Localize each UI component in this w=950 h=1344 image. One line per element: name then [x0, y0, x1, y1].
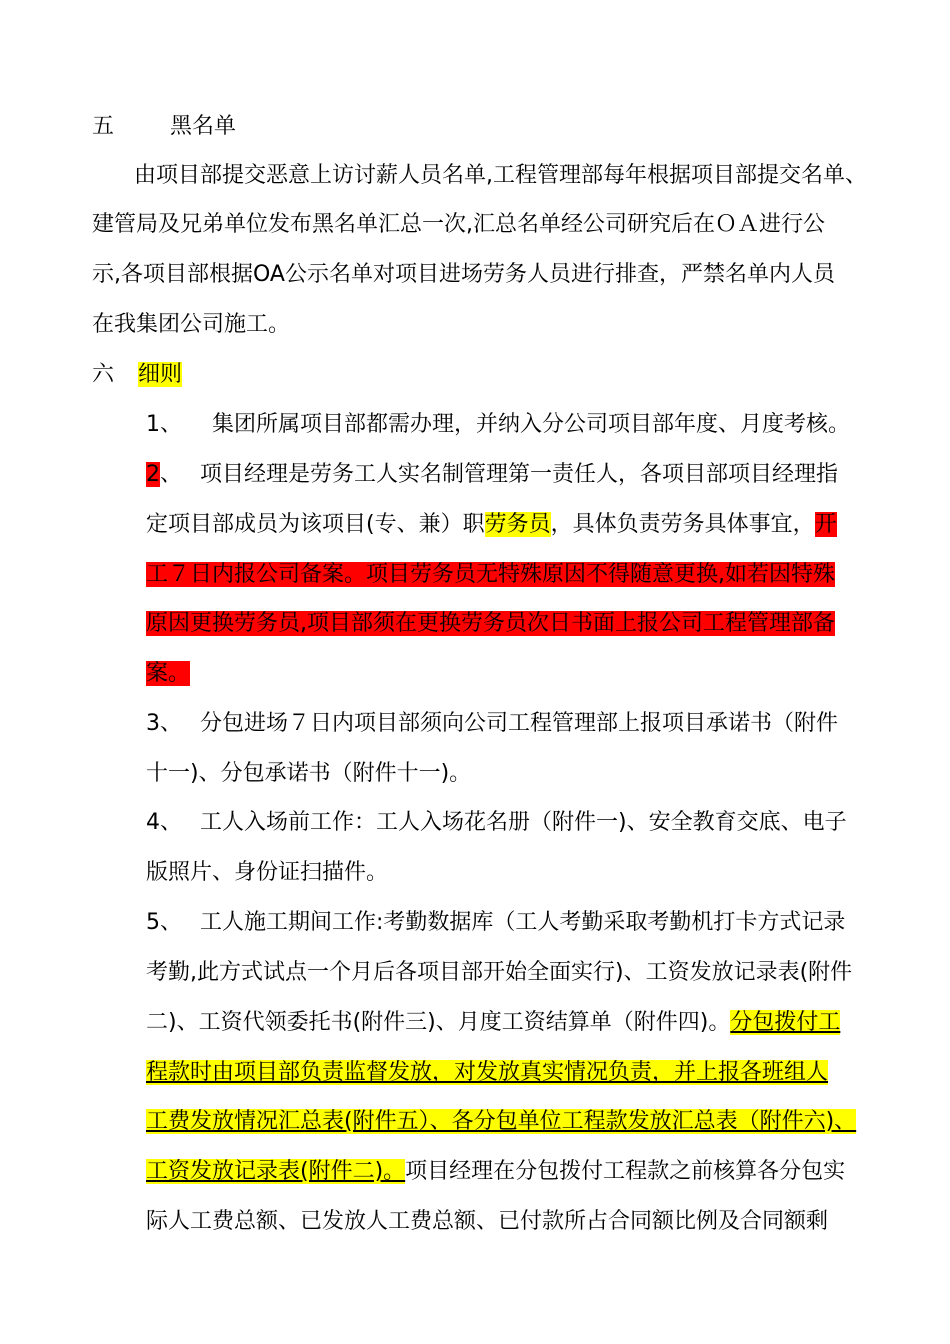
item-line: 十一)、分包承诺书（附件十一)。	[146, 761, 472, 786]
paragraph-line: 示,各项目部根据OA公示名单对项目进场劳务人员进行排查，严禁名单内人员	[92, 262, 835, 287]
item-line	[146, 560, 835, 590]
paragraph-line: 由项目部提交恶意上访讨薪人员名单,工程管理部每年根据项目部提交名单、	[134, 163, 867, 188]
item-line: 工资发放记录表(附件二)。项目经理在分包拨付工程款之前核算各分包实	[146, 1159, 846, 1184]
highlight-text: 原因更换劳务员,项目部须在更换劳务员次日书面上报公司工程管理部备	[146, 611, 835, 636]
item-number: 2	[146, 462, 160, 487]
item-line: 定项目部成员为该项目(专、兼）职劳务员，具体负责劳务具体事宜，开	[146, 512, 837, 537]
highlight-text: 分包拨付工	[730, 1010, 841, 1035]
section-heading-6	[92, 360, 182, 390]
highlight-text: 开	[814, 512, 837, 537]
item-line: 考勤,此方式试点一个月后各项目部开始全面实行)、工资发放记录表(附件	[146, 960, 853, 985]
item-text: 分包进场７日内项目部须向公司工程管理部上报项目承诺书（附件	[200, 711, 839, 736]
item-number: 1、	[146, 412, 182, 437]
section-heading-5	[92, 112, 236, 142]
list-item-2: 2、 项目经理是劳务工人实名制管理第一责任人，各项目部项目经理指	[146, 462, 839, 487]
item-text: 工人入场前工作：工人入场花名册（附件一)、安全教育交底、电子	[200, 810, 847, 835]
item-number: 4、	[146, 810, 182, 835]
highlight-text: 工资发放记录表(附件二)。	[146, 1159, 406, 1184]
highlight-text: 案。	[146, 661, 191, 686]
item-text: 工人施工期间工作:考勤数据库（工人考勤采取考勤机打卡方式记录	[200, 910, 846, 935]
item-line	[146, 1058, 828, 1088]
item-line: 际人工费总额、已发放人工费总额、已付款所占合同额比例及合同额剩	[146, 1209, 829, 1234]
paragraph-line: 建管局及兄弟单位发布黑名单汇总一次,汇总名单经公司研究后在ＯＡ进行公	[92, 212, 825, 237]
item-text: 项目经理是劳务工人实名制管理第一责任人，各项目部项目经理指	[200, 462, 839, 487]
section-title: 细则	[138, 362, 183, 387]
list-item-5	[146, 908, 845, 938]
item-line	[146, 1107, 856, 1137]
item-text: 集团所属项目部都需办理，并纳入分公司项目部年度、月度考核。	[212, 412, 851, 437]
highlight-text: 工费发放情况汇总表(附件五）、各分包单位工程款发放汇总表（附件六)、	[146, 1109, 857, 1134]
list-item-1	[146, 410, 850, 440]
highlight-text: 工７日内报公司备案。项目劳务员无特殊原因不得随意更换,如若因特殊	[146, 562, 835, 587]
item-line	[146, 609, 835, 639]
item-line: 版照片、身份证扫描件。	[146, 860, 389, 885]
section-number: 六	[92, 362, 115, 387]
highlight-text: 程款时由项目部负责监督发放，对发放真实情况负责，并上报各班组人	[146, 1060, 829, 1085]
list-item-4	[146, 808, 847, 838]
section-number: 五	[92, 114, 115, 139]
paragraph-line: 在我集团公司施工。	[92, 312, 291, 337]
highlight-text: 劳务员	[484, 512, 551, 537]
item-line: 二)、工资代领委托书(附件三)、月度工资结算单（附件四)。分包拨付工	[146, 1010, 841, 1035]
item-line	[146, 659, 190, 689]
item-number: 3、	[146, 711, 182, 736]
section-title: 黑名单	[170, 114, 237, 139]
list-item-3	[146, 709, 838, 739]
item-number: 5、	[146, 910, 182, 935]
